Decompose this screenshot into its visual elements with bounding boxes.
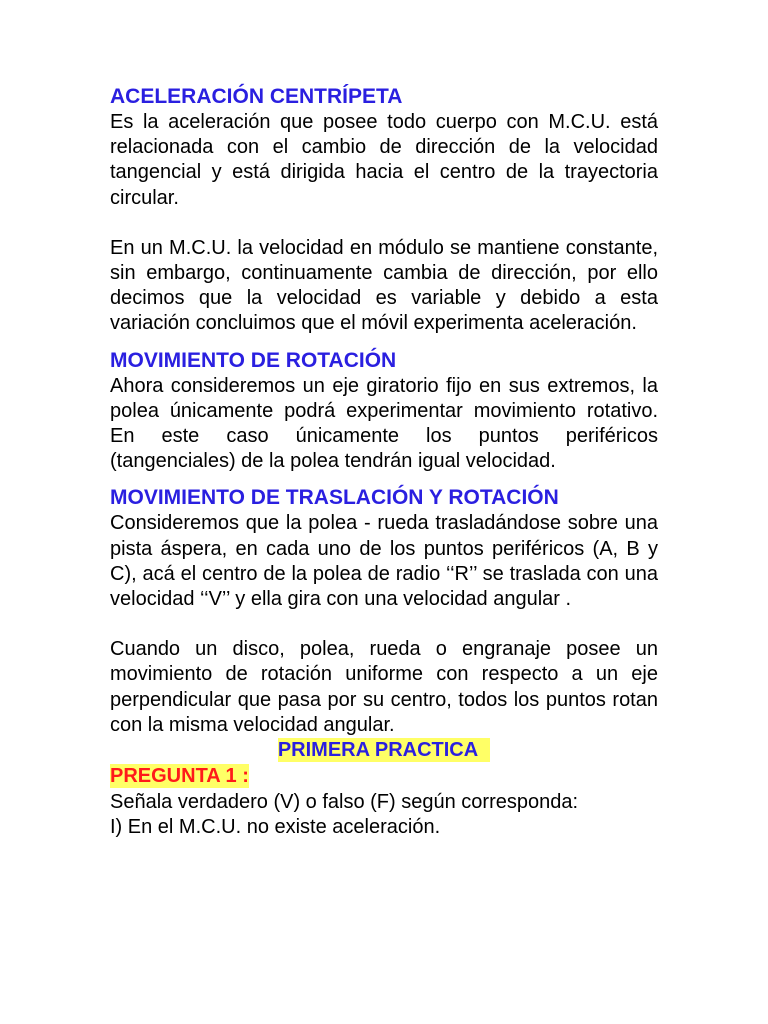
question-label: PREGUNTA 1 : <box>110 765 249 788</box>
document-page <box>110 84 658 840</box>
section-spacer <box>110 474 658 485</box>
question-instruction: Señala verdadero (V) o falso (F) según corresponda: <box>110 791 579 814</box>
section-title-movimiento-rotacion: MOVIMIENTO DE ROTACIÓN <box>110 348 397 372</box>
practice-title-line <box>110 738 658 764</box>
section-spacer <box>110 337 658 348</box>
practice-title: PRIMERA PRACTICA <box>278 738 490 762</box>
paragraph-spacer <box>110 211 658 236</box>
section-title-traslacion-rotacion: MOVIMIENTO DE TRASLACIÓN Y ROTACIÓN <box>110 486 559 510</box>
paragraph: Es la aceleración que posee todo cuerpo con M.C.U. está relacionada con el cambio de dirección de la velocidad tangencial y está dirigida hacia el centro de la trayectoria circular. <box>110 111 658 209</box>
paragraph: En un M.C.U. la velocidad en módulo se mantiene constante, sin embargo, continuamente cambia de dirección, por ello decimos que la velocidad es variable y debido a esta variación concluimos que el móvil experimenta aceleración. <box>110 236 658 335</box>
question-line <box>110 764 658 790</box>
section-title-aceleracion-centripeta: ACELERACIÓN CENTRÍPETA <box>110 85 403 108</box>
paragraph: Cuando un disco, polea, rueda o engranaje posee un movimiento de rotación uniforme con respecto a un eje perpendicular que pasa por su centro, todos los puntos rotan con la misma velocidad angular. <box>110 638 658 736</box>
paragraph: Ahora consideremos un eje giratorio fijo en sus extremos, la polea únicamente podrá experimentar movimiento rotativo. En este caso únicamente los puntos periféricos (tangenciales) de la polea tendrán igual velocidad. <box>110 374 658 473</box>
paragraph: Consideremos que la polea - rueda trasladándose sobre una pista áspera, en cada uno de los puntos periféricos (A, B y C), acá el centro de la polea de radio ‘‘R’’ se traslada con una velocidad ‘‘V’’ y ella gira con una velocidad angular . <box>110 512 658 611</box>
question-item-1: I) En el M.C.U. no existe aceleración. <box>110 816 441 839</box>
paragraph-spacer <box>110 612 658 637</box>
